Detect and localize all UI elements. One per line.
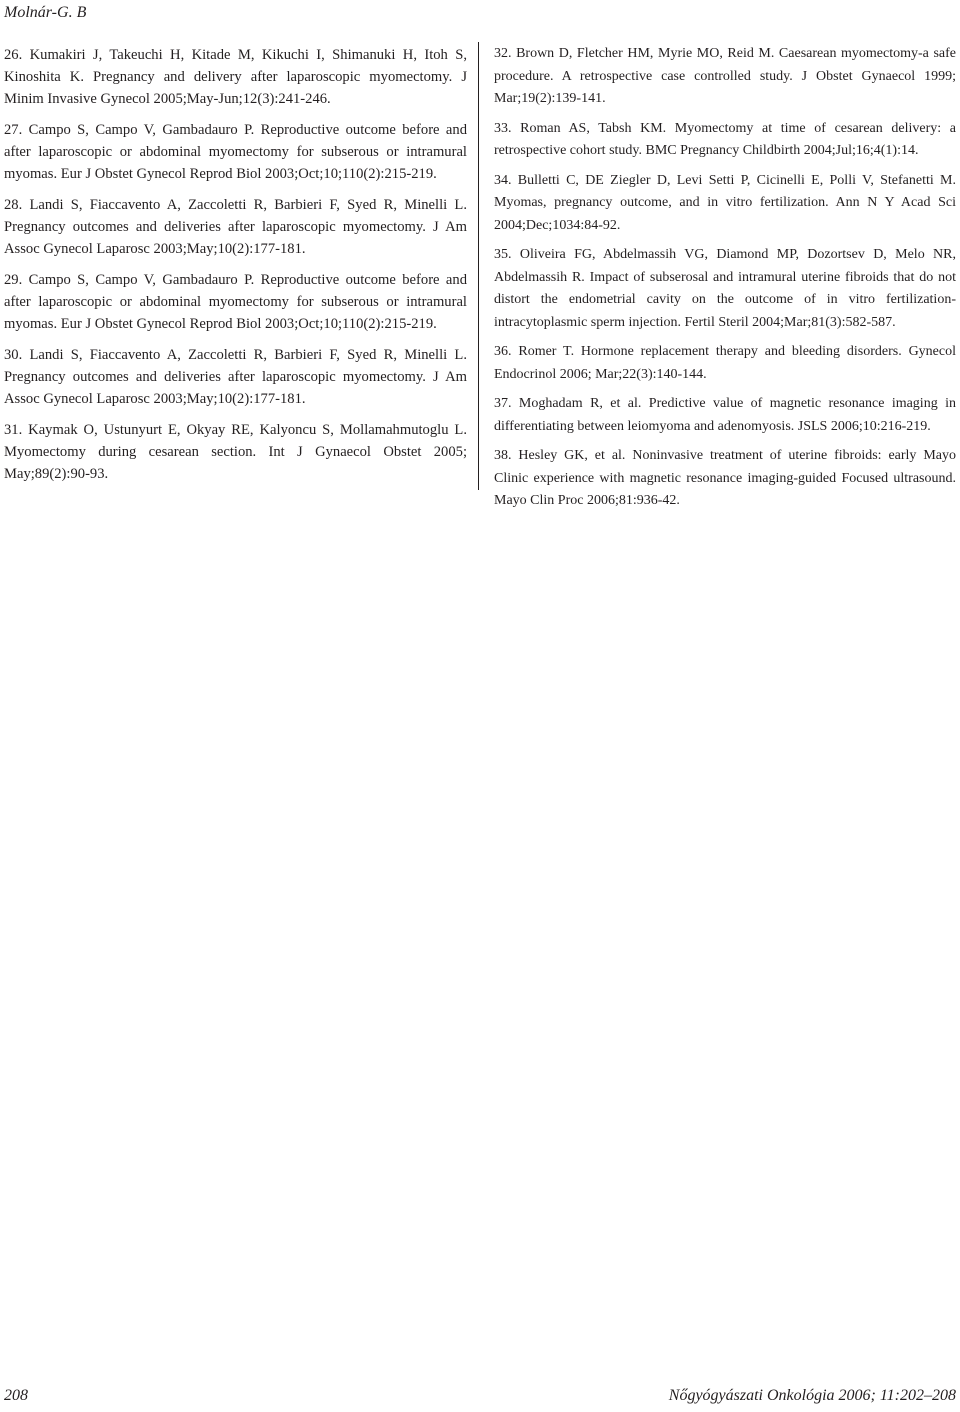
reference-32: 32. Brown D, Fletcher HM, Myrie MO, Reid M. Caesarean myomectomy-a safe procedure. A retrospective case controlled study. J Obstet Gynaecol 1999; Mar;19(2):139-141. — [494, 46, 956, 106]
reference-34: 34. Bulletti C, DE Ziegler D, Levi Setti P, Cicinelli E, Polli V, Stefanetti M. Myomas, pregnancy outcome, and in vitro fertilization. Ann N Y Acad Sci 2004;Dec;1034:84-92. — [494, 172, 956, 233]
reference-31: 31. Kaymak O, Ustunyurt E, Okyay RE, Kalyoncu S, Mollamahmutoglu L. Myomectomy during cesarean section. Int J Gynaecol Obstet 2005; May;89(2):90-93. — [4, 422, 467, 482]
running-head: Molnár-G. B — [4, 4, 87, 21]
reference-28: 28. Landi S, Fiaccavento A, Zaccoletti R, Barbieri F, Syed R, Minelli L. Pregnancy outcomes and deliveries after laparoscopic myomectomy. J Am Assoc Gynecol Laparosc 2003;May;10(2):177-181. — [4, 197, 467, 257]
reference-37: 37. Moghadam R, et al. Predictive value of magnetic resonance imaging in differentiating between leiomyoma and adenomyosis. JSLS 2006;10:216-219. — [494, 396, 956, 434]
column-divider — [478, 42, 479, 490]
reference-30: 30. Landi S, Fiaccavento A, Zaccoletti R, Barbieri F, Syed R, Minelli L. Pregnancy outcomes and deliveries after laparoscopic myomectomy. J Am Assoc Gynecol Laparosc 2003;May;10(2):177-181. — [4, 347, 467, 407]
reference-27: 27. Campo S, Campo V, Gambadauro P. Reproductive outcome before and after laparoscopic or abdominal myomectomy for subserous or intramural myomas. Eur J Obstet Gynecol Reprod Biol 2003;Oct;10;110(2):215-219. — [4, 122, 467, 182]
page-number: 208 — [4, 1387, 28, 1404]
references-left-column — [4, 44, 467, 494]
reference-35: 35. Oliveira FG, Abdelmassih VG, Diamond MP, Dozortsev D, Melo NR, Abdelmassih R. Impact of subserosal and intramural uterine fibroids that do not distort the endometrial cavity on the outcome of in vitro fertilization-intracytoplasmic sperm injection. Fertil Steril 2004;Mar;81(3):582-587. — [494, 247, 956, 330]
reference-36: 36. Romer T. Hormone replacement therapy and bleeding disorders. Gynecol Endocrinol 2006; Mar;22(3):140-144. — [494, 344, 956, 382]
reference-29: 29. Campo S, Campo V, Gambadauro P. Reproductive outcome before and after laparoscopic or abdominal myomectomy for subserous or intramural myomas. Eur J Obstet Gynecol Reprod Biol 2003;Oct;10;110(2):215-219. — [4, 272, 467, 332]
reference-38: 38. Hesley GK, et al. Noninvasive treatment of uterine fibroids: early Mayo Clinic experience with magnetic resonance imaging-guided Focused ultrasound. Mayo Clin Proc 2006;81:936-42. — [494, 448, 956, 508]
reference-33: 33. Roman AS, Tabsh KM. Myomectomy at time of cesarean delivery: a retrospective cohort study. BMC Pregnancy Childbirth 2004;Jul;16;4(1):14. — [494, 120, 956, 158]
journal-citation: Nőgyógyászati Onkológia 2006; 11:202–208 — [668, 1387, 956, 1404]
reference-26: 26. Kumakiri J, Takeuchi H, Kitade M, Kikuchi I, Shimanuki H, Itoh S, Kinoshita K. Pregnancy and delivery after laparoscopic myomectomy. J Minim Invasive Gynecol 2005;May-Jun;12(3):241-246. — [4, 47, 467, 107]
references-right-column — [494, 43, 956, 520]
